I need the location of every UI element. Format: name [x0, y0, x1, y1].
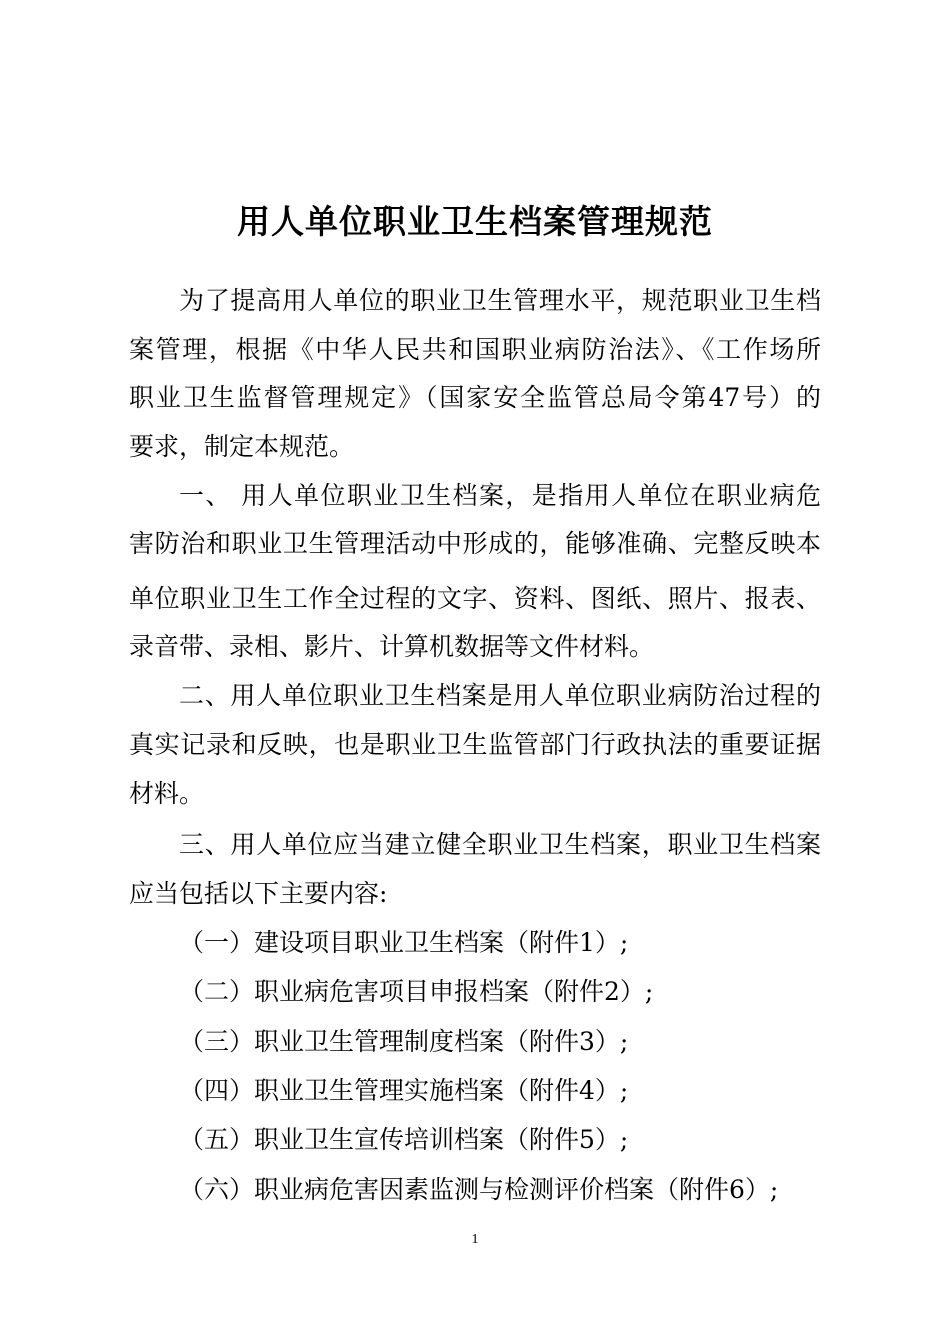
section1-line-1: 一、 用人单位职业卫生档案，是指用人单位在职业病危 [179, 481, 821, 510]
section3-line-2: 应当包括以下主要内容: [129, 879, 388, 908]
section1-line-2: 害防治和职业卫生管理活动中形成的，能够准确、完整反映本 [129, 529, 821, 558]
section2-line-1: 二、用人单位职业卫生档案是用人单位职业病防治过程的 [179, 681, 821, 710]
intro-line-3: 职业卫生监督管理规定》（国家安全监管总局令第47号）的 [129, 383, 821, 412]
section2-line-3: 材料。 [129, 779, 205, 808]
section1-line-3: 单位职业卫生工作全过程的文字、资料、图纸、照片、报表、 [129, 584, 821, 613]
list-item-1: （一）建设项目职业卫生档案（附件1）; [179, 928, 629, 957]
list-item-5: （五）职业卫生宣传培训档案（附件5）; [179, 1125, 629, 1154]
intro-line-1: 为了提高用人单位的职业卫生管理水平，规范职业卫生档 [179, 286, 821, 315]
intro-line-4: 要求，制定本规范。 [129, 432, 355, 461]
page-number: 1 [471, 1232, 479, 1247]
list-item-6: （六）职业病危害因素监测与检测评价档案（附件6）; [179, 1175, 779, 1204]
section1-line-4: 录音带、录相、影片、计算机数据等文件材料。 [129, 632, 655, 661]
document-title: 用人单位职业卫生档案管理规范 [237, 202, 713, 241]
intro-line-2: 案管理，根据《中华人民共和国职业病防治法》、《工作场所 [129, 335, 821, 364]
list-item-4: （四）职业卫生管理实施档案（附件4）; [179, 1076, 629, 1105]
section3-line-1: 三、用人单位应当建立健全职业卫生档案，职业卫生档案 [179, 830, 821, 859]
list-item-2: （二）职业病危害项目申报档案（附件2）; [179, 977, 654, 1006]
section2-line-2: 真实记录和反映，也是职业卫生监管部门行政执法的重要证据 [129, 730, 821, 759]
list-item-3: （三）职业卫生管理制度档案（附件3）; [179, 1027, 629, 1056]
